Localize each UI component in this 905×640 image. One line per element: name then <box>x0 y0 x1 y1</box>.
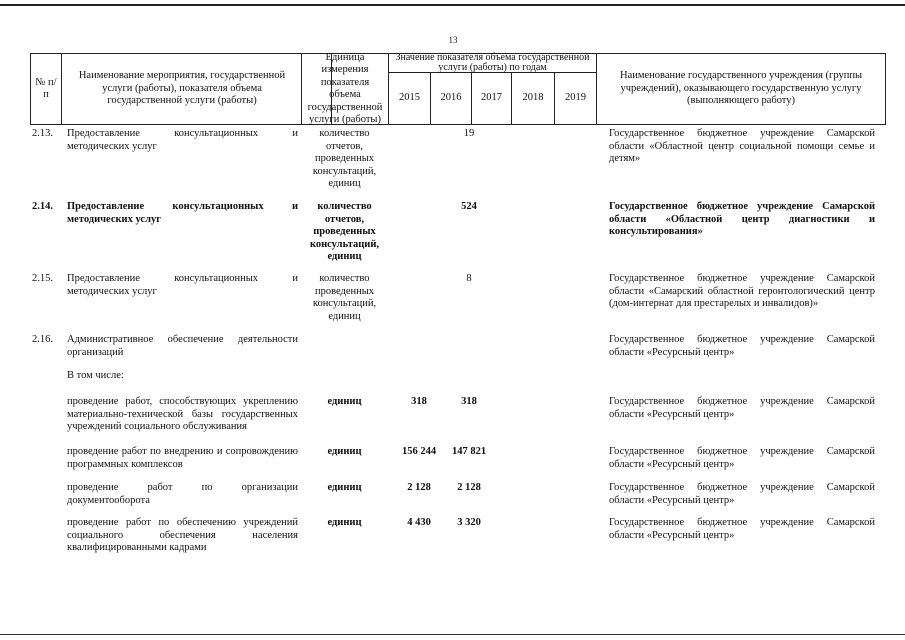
table-header <box>30 53 886 125</box>
row-name: Предоставление консультационных и методических услуг <box>67 128 298 152</box>
row-number: 2.15. <box>32 273 53 284</box>
row-unit: количество проведенных консультаций, единиц <box>312 273 377 322</box>
row-value-2016: 8 <box>466 273 472 284</box>
header-year-2017: 2017 <box>481 92 502 104</box>
row-name: проведение работ по внедрению и сопровождению программных комплексов <box>67 446 298 470</box>
row-number: 2.14. <box>32 201 53 212</box>
row-name: Предоставление консультационных и методических услуг <box>67 201 298 225</box>
header-year-2015: 2015 <box>399 92 420 104</box>
row-value-2015: 2 128 <box>407 482 431 493</box>
row-value-2016: 2 128 <box>457 482 481 493</box>
header-unit: Единица измерения показателя объема государственной услуги (работы) <box>307 51 383 125</box>
row-organization: Государственное бюджетное учреждение Самарской области «Областной центр социальной помощи семье и детям» <box>609 128 875 164</box>
row-unit: количество отчетов, проведенных консультаций, единиц <box>309 201 380 262</box>
header-year-2018: 2018 <box>522 92 544 104</box>
row-value-2015: 156 244 <box>401 446 437 457</box>
row-organization: Государственное бюджетное учреждение Самарской области «Ресурсный центр» <box>609 446 875 470</box>
header-year-2019: 2019 <box>565 92 586 104</box>
header-year-2016: 2016 <box>440 92 462 104</box>
row-organization: Государственное бюджетное учреждение Самарской области «Ресурсный центр» <box>609 396 875 420</box>
row-organization: Государственное бюджетное учреждение Самарской области «Ресурсный центр» <box>609 334 875 358</box>
row-value-2016: 19 <box>463 128 475 139</box>
row-name: проведение работ по организации документооборота <box>67 482 298 506</box>
row-name: проведение работ по обеспечению учреждений социального обеспечения населения квалифицированными кадрами <box>67 517 298 553</box>
row-value-2015: 4 430 <box>407 517 431 528</box>
bottom-border-line <box>0 634 905 635</box>
header-org: Наименование государственного учреждения (группы учреждений), оказывающего государственную услугу (выполняющего работу) <box>619 70 863 107</box>
row-value-2016: 3 320 <box>457 517 481 528</box>
row-number: 2.13. <box>32 128 53 139</box>
row-unit: количество отчетов, проведенных консультаций, единиц <box>312 128 377 189</box>
row-number: 2.16. <box>32 334 53 345</box>
row-value-2016: 318 <box>461 396 477 407</box>
row-unit: единиц <box>327 446 362 457</box>
row-name: Административное обеспечение деятельности организаций <box>67 334 298 358</box>
row-unit: единиц <box>327 517 362 528</box>
row-value-2016: 524 <box>461 201 477 212</box>
header-name: Наименование мероприятия, государственной услуги (работы), показателя объема государственной услуги (работы) <box>78 70 286 107</box>
header-num: № п/п <box>35 76 57 100</box>
row-organization: Государственное бюджетное учреждение Самарской области «Областной центр диагностики и консультирования» <box>609 201 875 237</box>
header-values-group: Значение показателя объема государственной услуги (работы) по годам <box>395 51 590 73</box>
row-organization: Государственное бюджетное учреждение Самарской области «Ресурсный центр» <box>609 517 875 541</box>
page-number: 13 <box>448 35 458 45</box>
row-unit: единиц <box>327 482 362 493</box>
row-name: проведение работ, способствующих укреплению материально-технической базы государственных учреждений социального обслуживания <box>67 396 298 432</box>
row-unit: единиц <box>327 396 362 407</box>
row-organization: Государственное бюджетное учреждение Самарской области «Самарский областной геронтологический центр (дом-интернат для престарелых и инвалидов)» <box>609 273 875 309</box>
row-name: Предоставление консультационных и методических услуг <box>67 273 298 297</box>
row-value-2016: 147 821 <box>451 446 487 457</box>
row-organization: Государственное бюджетное учреждение Самарской области «Ресурсный центр» <box>609 482 875 506</box>
row-value-2015: 318 <box>411 396 427 407</box>
top-border-line <box>0 4 905 6</box>
row-name: В том числе: <box>67 370 124 381</box>
